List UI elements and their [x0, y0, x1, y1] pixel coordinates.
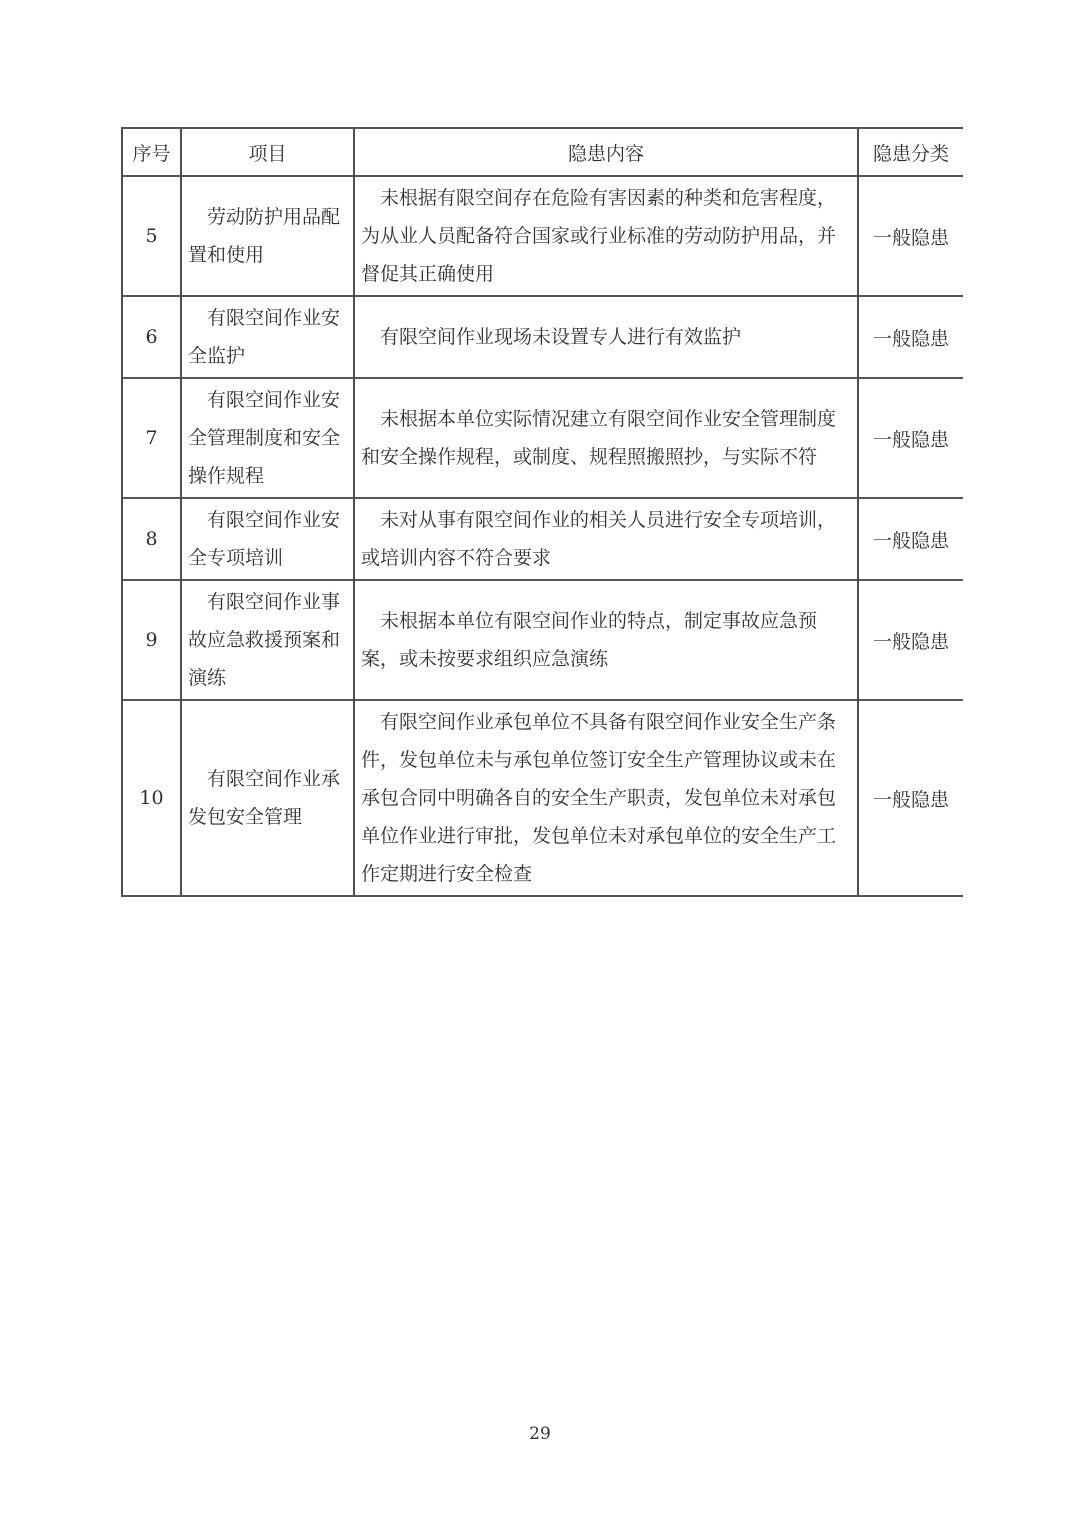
cell-no: 5 [122, 176, 181, 296]
cell-item [181, 580, 354, 700]
content-text: 有限空间作业现场未设置专人进行有效监护 [380, 326, 742, 348]
cell-item [181, 378, 354, 498]
cell-content [354, 498, 858, 580]
cell-category: 一般隐患 [858, 176, 963, 296]
table-row [122, 580, 963, 700]
item-text: 有限空间作业安全监护 [188, 307, 341, 367]
cell-category: 一般隐患 [858, 296, 963, 378]
content-text: 未根据本单位实际情况建立有限空间作业安全管理制度和安全操作规程，或制度、规程照搬照抄，与实际不符 [361, 408, 837, 468]
table-row [122, 296, 963, 378]
cell-item [181, 498, 354, 580]
cell-category: 一般隐患 [858, 700, 963, 896]
page-number: 29 [529, 1424, 551, 1444]
cell-content [354, 296, 858, 378]
cell-item [181, 176, 354, 296]
content-text: 未对从事有限空间作业的相关人员进行安全专项培训，或培训内容不符合要求 [361, 509, 837, 569]
table-header-row [122, 128, 963, 176]
content-text: 未根据本单位有限空间作业的特点，制定事故应急预案，或未按要求组织应急演练 [361, 610, 818, 670]
header-cell-content: 隐患内容 [354, 128, 858, 176]
cell-no: 7 [122, 378, 181, 498]
cell-content [354, 700, 858, 896]
header-cell-item: 项目 [181, 128, 354, 176]
cell-content [354, 176, 858, 296]
header-cell-category: 隐患分类 [858, 128, 963, 176]
header-cell-no: 序号 [122, 128, 181, 176]
table-row [122, 700, 963, 896]
hazard-table [121, 127, 963, 897]
cell-category: 一般隐患 [858, 498, 963, 580]
item-text: 劳动防护用品配置和使用 [188, 206, 341, 266]
item-text: 有限空间作业安全管理制度和安全操作规程 [188, 389, 341, 487]
cell-content [354, 580, 858, 700]
cell-category: 一般隐患 [858, 580, 963, 700]
item-text: 有限空间作业承发包安全管理 [188, 768, 341, 828]
cell-no: 8 [122, 498, 181, 580]
content-text: 有限空间作业承包单位不具备有限空间作业安全生产条件，发包单位未与承包单位签订安全生产管理协议或未在承包合同中明确各自的安全生产职责，发包单位未对承包单位作业进行审批，发包单位未对承包单位的安全生产工作定期进行安全检查 [361, 711, 837, 885]
item-text: 有限空间作业安全专项培训 [188, 509, 341, 569]
cell-content [354, 378, 858, 498]
table-row [122, 176, 963, 296]
table-row [122, 378, 963, 498]
cell-no: 9 [122, 580, 181, 700]
cell-category: 一般隐患 [858, 378, 963, 498]
cell-no: 10 [122, 700, 181, 896]
cell-item [181, 700, 354, 896]
cell-no: 6 [122, 296, 181, 378]
content-text: 未根据有限空间存在危险有害因素的种类和危害程度，为从业人员配备符合国家或行业标准的劳动防护用品，并督促其正确使用 [361, 187, 837, 285]
table-row [122, 498, 963, 580]
item-text: 有限空间作业事故应急救援预案和演练 [188, 591, 341, 689]
cell-item [181, 296, 354, 378]
